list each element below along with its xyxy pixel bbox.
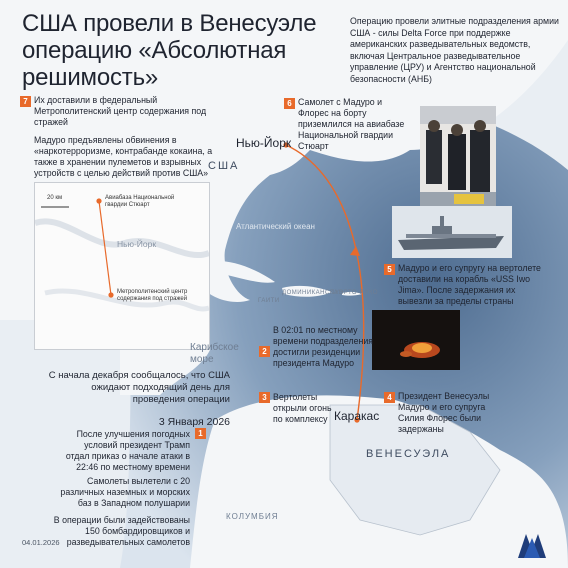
- page-title: США провели в Венесуэле операцию «Абсолютная решимость»: [22, 10, 317, 91]
- mdc-marker: [108, 292, 113, 297]
- aircraft-note: Самолеты вылетели с 20 различных наземных и морских баз в Западном полушарии: [60, 476, 190, 508]
- bombers-note: В операции были задействованы 150 бомбардировщиков и разведывательных самолетов: [53, 515, 190, 547]
- footer-date: 04.01.2026: [22, 538, 60, 547]
- maduro-escort-photo: [420, 106, 496, 210]
- usa-label: США: [208, 160, 240, 172]
- inset-map: [34, 182, 210, 350]
- inset-mdc-label: Метрополитенский центр содержания под стражей: [117, 289, 188, 302]
- dominican-label: ДОМИНИКАНСКАЯ: [282, 290, 344, 296]
- step-4-text: Президент Венесуэлы Мадуро и его супруга Силия Флорес были задержаны: [398, 391, 490, 434]
- charges-text: Мадуро предъявлены обвинения в «наркотерроризме, контрабанде кокаина, а также в хранении пулеметов и взрывных устройств с целью действий против США»: [34, 135, 213, 178]
- intro-text: Операцию провели элитные подразделения армии США - силы Delta Force при поддержке американских разведывательных ведомств, включая Центральное разведывательное управление (ЦРУ) и Агентство национальной безопасности (АНБ): [350, 16, 559, 84]
- caribbean-label: Карибское море: [190, 342, 239, 365]
- inset-scale-label: 20 км: [47, 195, 63, 201]
- inset-stewart-label: Авиабаза Национальной гвардии Стюарт: [105, 195, 175, 208]
- step-3-text: Вертолеты открыли огонь по комплексу: [273, 392, 332, 424]
- atlantic-label: Атлантический океан: [236, 222, 315, 231]
- stewart-marker: [96, 198, 101, 203]
- date-heading: 3 Января 2026: [158, 416, 230, 428]
- caracas-label: Каракас: [334, 409, 380, 423]
- agency-logo-icon: [512, 524, 552, 560]
- night-fire-photo: [372, 310, 460, 370]
- step-badge-4: 4: [384, 392, 395, 403]
- venezuela-label: ВЕНЕСУЭЛА: [366, 448, 451, 460]
- step-5-text: Мадуро и его супругу на вертолете доставили на корабль «USS Iwo Jima». После задержания их вывезли за пределы страны: [398, 263, 541, 306]
- inset-new-york-label: Нью-Йорк: [117, 239, 157, 249]
- ship-photo: [392, 206, 512, 258]
- colombia-label: КОЛУМБИЯ: [226, 512, 279, 521]
- haiti-label: ГАИТИ: [258, 298, 280, 304]
- step-badge-2: 2: [259, 346, 270, 357]
- step-badge-1: 1: [195, 428, 206, 439]
- step-6-text: Самолет с Мадуро и Флорес на борту приземлился на авиабазе Национальной гвардии Стюарт: [298, 97, 405, 151]
- step-2-text: В 02:01 по местному времени подразделения достигли резиденции президента Мадуро: [273, 325, 374, 368]
- waiting-text: С начала декабря сообщалось, что США ожидают подходящий день для проведения операции: [48, 370, 230, 405]
- new-york-label: Нью-Йорк: [236, 136, 292, 150]
- step-1-text: После улучшения погодных условий президент Трамп отдал приказ о начале атаки в 22:46 по местному времени: [65, 429, 190, 472]
- step-7-text: Их доставили в федеральный Метрополитенский центр содержания под стражей: [34, 95, 207, 127]
- step-badge-7: 7: [20, 96, 31, 107]
- step-badge-3: 3: [259, 392, 270, 403]
- puerto-rico-label: ПУЭРТО-РИКО: [330, 290, 379, 296]
- step-badge-6: 6: [284, 98, 295, 109]
- step-badge-5: 5: [384, 264, 395, 275]
